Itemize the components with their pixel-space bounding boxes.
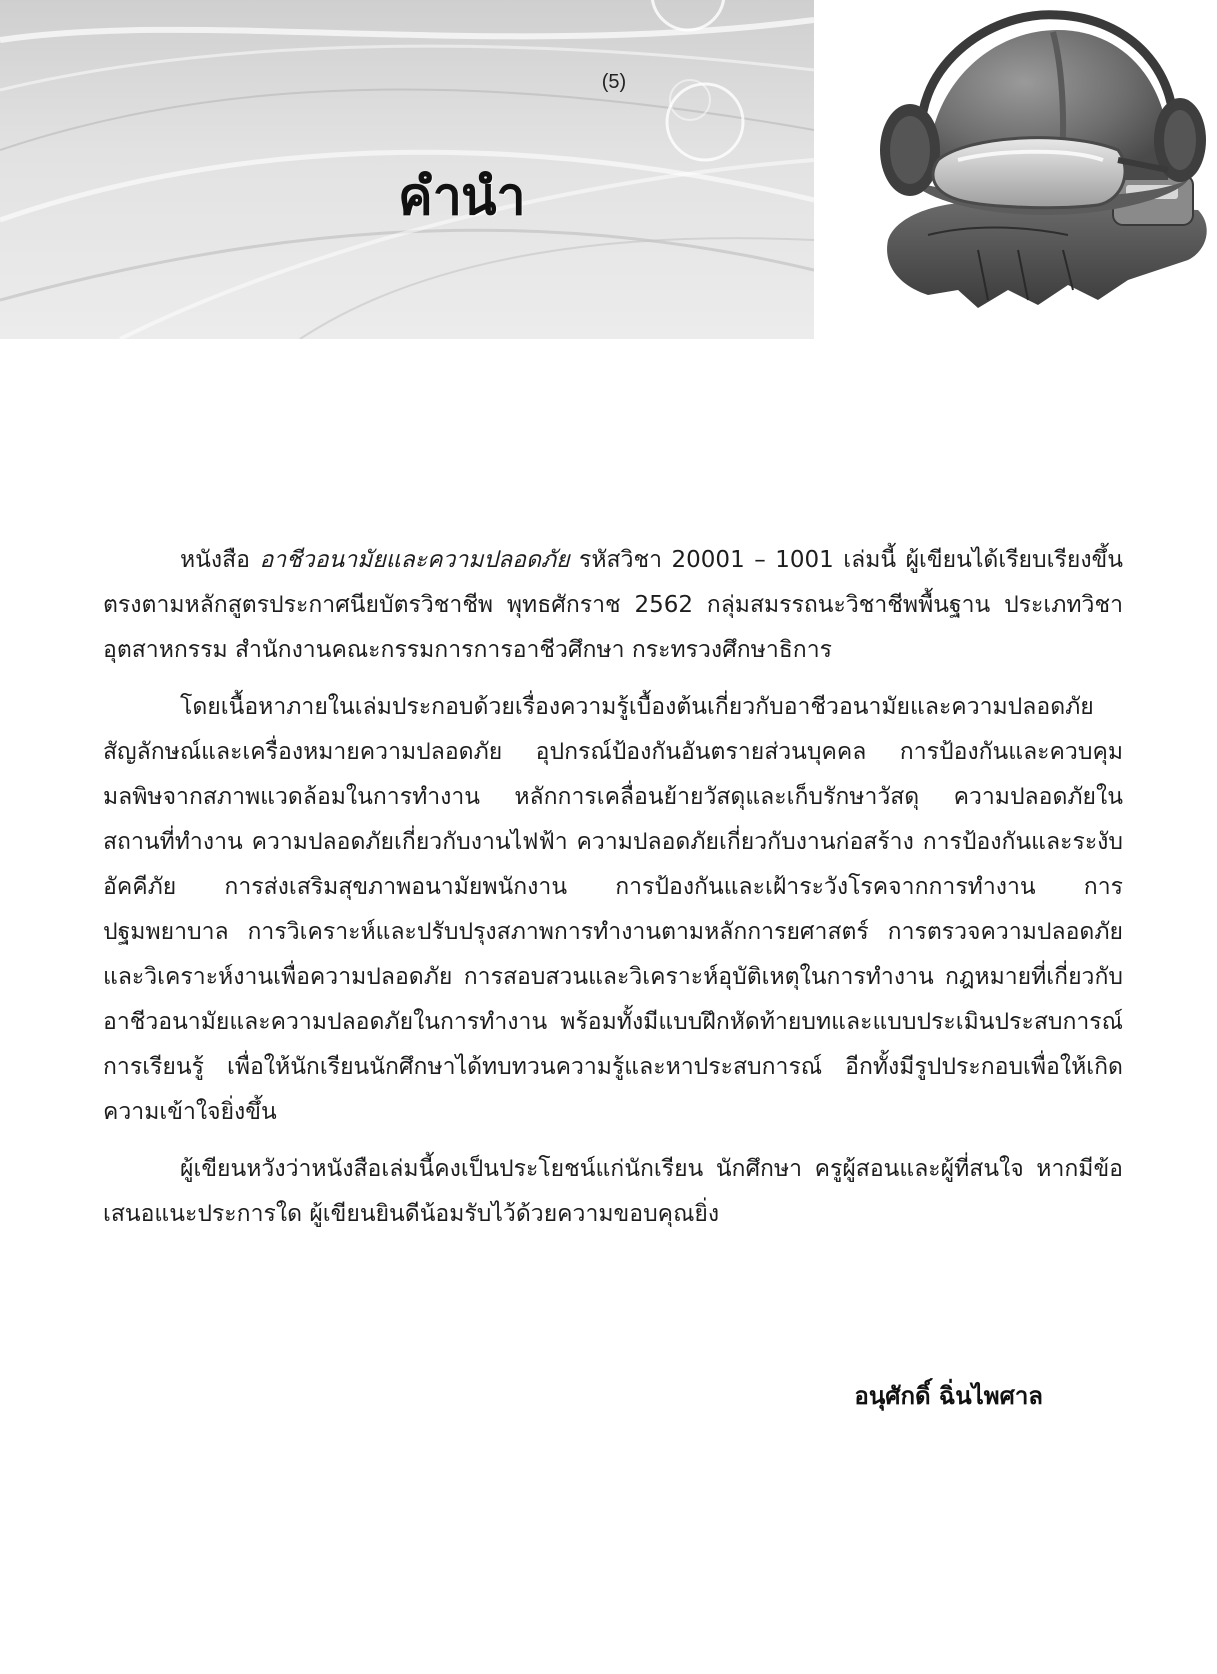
page-number: (5) xyxy=(601,71,627,93)
preface-paragraph-1 xyxy=(103,538,1123,673)
author-signature: อนุศักดิ์ ฉิ่นไพศาล xyxy=(854,1382,1043,1410)
preface-paragraph-3: ผู้เขียนหวังว่าหนังสือเล่มนี้คงเป็นประโยชน์แก่นักเรียน นักศึกษา ครูผู้สอนและผู้ที่สนใจ หากมีข้อเสนอแนะประการใด ผู้เขียนยินดีน้อมรับไว้ด้วยความขอบคุณยิ่ง xyxy=(103,1156,1123,1227)
paragraph-1-rest: รหัสวิชา 20001 – 1001 เล่มนี้ ผู้เขียนได้เรียบเรียงขึ้นตรงตามหลักสูตรประกาศนียบัตรวิชาชีพ พุทธศักราช 2562 กลุ่มสมรรถนะวิชาชีพพื้นฐาน ประเภทวิชาอุตสาหกรรม สำนักงานคณะกรรมการการอาชีวศึกษา กระทรวงศึกษาธิการ xyxy=(103,547,1123,663)
page-title: คำนำ xyxy=(398,167,525,227)
preface-paragraph-2: โดยเนื้อหาภายในเล่มประกอบด้วยเรื่องความรู้เบื้องต้นเกี่ยวกับอาชีวอนามัยและความปลอดภัย สัญลักษณ์และเครื่องหมายความปลอดภัย อุปกรณ์ป้องกันอันตรายส่วนบุคคล การป้องกันและควบคุมมลพิษจากสภาพแวดล้อมในการทำงาน หลักการเคลื่อนย้ายวัสดุและเก็บรักษาวัสดุ ความปลอดภัยในสถานที่ทำงาน ความปลอดภัยเกี่ยวกับงานไฟฟ้า ความปลอดภัยเกี่ยวกับงานก่อสร้าง การป้องกันและระงับอัคคีภัย การส่งเสริมสุขภาพอนามัยพนักงาน การป้องกันและเฝ้าระวังโรคจากการทำงาน การปฐมพยาบาล การวิเคราะห์และปรับปรุงสภาพการทำงานตามหลักการยศาสตร์ การตรวจความปลอดภัยและวิเคราะห์งานเพื่อความปลอดภัย การสอบสวนและวิเคราะห์อุบัติเหตุในการทำงาน กฎหมายที่เกี่ยวกับอาชีวอนามัยและความปลอดภัยในการทำงาน พร้อมทั้งมีแบบฝึกหัดท้ายบทและแบบประเมินประสบการณ์การเรียนรู้ เพื่อให้นักเรียนนักศึกษาได้ทบทวนความรู้และหาประสบการณ์ อีกทั้งมีรูปประกอบเพื่อให้เกิดความเข้าใจยิ่งขึ้น xyxy=(103,694,1123,1125)
book-title: อาชีวอนามัยและความปลอดภัย xyxy=(259,547,570,573)
header-banner xyxy=(0,0,814,339)
paragraph-1-intro: หนังสือ xyxy=(180,547,260,573)
preface-body xyxy=(103,538,1123,1249)
safety-helmet-earmuffs-goggles-gloves-icon xyxy=(868,10,1217,315)
